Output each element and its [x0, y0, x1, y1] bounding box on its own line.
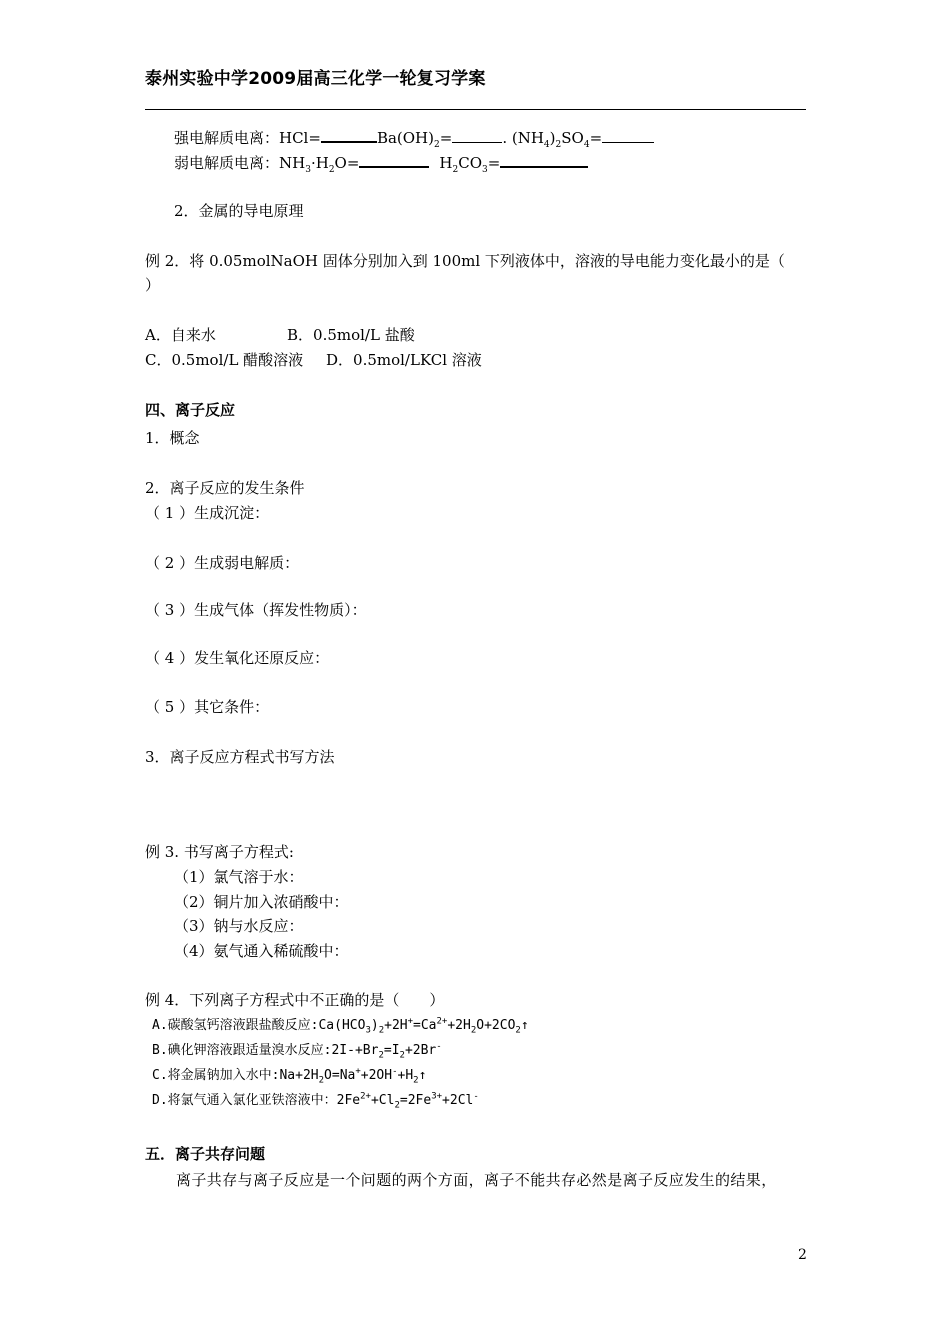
example4-option-a	[152, 1016, 529, 1036]
nh3-sub: 3	[305, 165, 311, 175]
so4-sub: 4	[583, 140, 590, 150]
example2-option-c: C．0.5mol/L 醋酸溶液	[145, 351, 304, 369]
h2co3-sub: 2	[452, 165, 459, 175]
baoh-text: Ba(OH)	[376, 129, 434, 147]
oh-charge: -	[392, 1066, 398, 1077]
example2-option-d: D．0.5mol/LKCl 溶液	[326, 351, 482, 369]
so4-eq: =	[589, 129, 603, 147]
h2o-eq: O=	[334, 154, 360, 172]
gas-arrow-icon: ↑	[418, 1068, 427, 1083]
o-eq-na: O=Na	[324, 1068, 356, 1083]
fe2-charge: 2+	[360, 1091, 371, 1102]
h2o-sub: 2	[318, 1075, 325, 1086]
nh4-sub: 4	[543, 140, 550, 150]
fe3-charge: 3+	[431, 1091, 443, 1102]
plus-2br: +2Br	[404, 1043, 437, 1058]
example2-option-a: A．自来水	[145, 326, 216, 344]
baoh-eq: =	[439, 129, 453, 147]
co3-text: CO	[458, 154, 483, 172]
page-header-title: 泰州实验中学2009届高三化学一轮复习学案	[145, 69, 486, 89]
so4-text: SO	[561, 129, 584, 147]
section4-item2: 2．离子反应的发生条件	[145, 479, 305, 497]
metal-conduction-heading: 2．金属的导电原理	[174, 202, 304, 220]
baoh-sub: 2	[434, 140, 440, 150]
example2-question-close: ）	[145, 276, 161, 294]
section5-title: 五．离子共存问题	[145, 1145, 266, 1163]
option-d-text: D.将氯气通入氯化亚铁溶液中：2Fe	[152, 1093, 361, 1108]
weak-label: 弱电解质电离：NH	[174, 154, 306, 172]
h-charge: +	[407, 1016, 414, 1027]
header-divider	[145, 109, 806, 110]
nh4-count-sub: 2	[555, 140, 562, 150]
answer-blank[interactable]	[500, 152, 588, 168]
option-c-text: C.将金属钠加入水中:Na+2H	[152, 1068, 319, 1083]
plus-h: +H	[397, 1068, 414, 1083]
co3-eq: =	[487, 154, 501, 172]
nh4-open: . (NH	[502, 129, 544, 147]
example4-title: 例 4．下列离子方程式中不正确的是（ ）	[145, 991, 445, 1009]
section4-title: 四、离子反应	[145, 401, 236, 419]
option-b-text: B.碘化钾溶液跟适量溴水反应:2I	[152, 1043, 348, 1058]
weak-electrolyte-line	[174, 152, 588, 173]
section5-paragraph: 离子共存与离子反应是一个问题的两个方面，离子不能共存必然是离子反应发生的结果，	[176, 1171, 777, 1189]
eq-ca: =Ca	[413, 1018, 437, 1033]
h2o-sub: 2	[328, 165, 335, 175]
hco3-sub: 3	[365, 1025, 371, 1036]
section4-item3: 3．离子反应方程式书写方法	[145, 748, 335, 766]
o-plus-co2: O+2CO	[476, 1018, 516, 1033]
condition-3: （ 3 ）生成气体（挥发性物质）：	[145, 601, 367, 619]
na-charge: +	[355, 1066, 361, 1077]
answer-blank[interactable]	[452, 128, 502, 143]
condition-1: （ 1 ）生成沉淀：	[145, 504, 270, 522]
eq-2fe: =2Fe	[399, 1093, 432, 1108]
example3-q2: （2）铜片加入浓硝酸中：	[174, 893, 349, 911]
section4-item1: 1．概念	[145, 429, 200, 447]
example3-q3: （3）钠与水反应：	[174, 917, 304, 935]
cl2-sub: 2	[394, 1100, 400, 1111]
answer-blank[interactable]	[602, 128, 654, 143]
answer-blank[interactable]	[321, 127, 377, 143]
example4-option-c	[152, 1066, 426, 1086]
example3-title: 例 3. 书写离子方程式:	[145, 843, 294, 861]
plus-2h: +2H	[384, 1018, 408, 1033]
condition-2: （ 2 ）生成弱电解质：	[145, 554, 300, 572]
plus-2h2o: +2H	[447, 1018, 471, 1033]
h2co3-h: H	[439, 154, 453, 172]
h2o-sub: 2	[470, 1025, 477, 1036]
condition-5: （ 5 ）其它条件：	[145, 698, 270, 716]
page-number: 2	[798, 1247, 807, 1263]
br2-sub: 2	[378, 1050, 384, 1061]
paren-sub: 2	[378, 1025, 385, 1036]
example2-question: 例 2．将 0.05molNaOH 固体分别加入到 100ml 下列液体中，溶液的导电能力变化最小的是（	[145, 252, 785, 270]
nh4-close: )	[549, 129, 556, 147]
example2-option-b: B．0.5mol/L 盐酸	[287, 326, 415, 344]
strong-electrolyte-line	[174, 127, 654, 148]
co2-sub: 2	[515, 1025, 521, 1036]
i2-sub: 2	[399, 1050, 405, 1061]
co3-sub: 3	[482, 165, 488, 175]
answer-blank[interactable]	[359, 152, 429, 168]
cl-charge: -	[473, 1091, 479, 1102]
gas-arrow-icon: ↑	[520, 1018, 529, 1033]
br-charge: -	[436, 1041, 442, 1052]
example4-option-d	[152, 1091, 479, 1111]
example4-option-b	[152, 1041, 442, 1061]
condition-4: （ 4 ）发生氧化还原反应：	[145, 649, 330, 667]
eq-i: =I	[383, 1043, 400, 1058]
example3-q4: （4）氨气通入稀硫酸中：	[174, 942, 349, 960]
h2o-text: ·H	[310, 154, 329, 172]
plus-2cl: +2Cl	[442, 1093, 474, 1108]
plus-cl: +Cl	[370, 1093, 395, 1108]
i-minus: -	[347, 1043, 355, 1058]
paren-close: )	[370, 1018, 379, 1033]
plus-2oh: +2OH	[360, 1068, 393, 1083]
ca-charge: 2+	[436, 1016, 448, 1027]
h2-sub: 2	[413, 1075, 419, 1086]
plus-br: +Br	[354, 1043, 379, 1058]
example3-q1: （1）氯气溶于水：	[174, 868, 304, 886]
option-a-text: A.碳酸氢钙溶液跟盐酸反应:Ca(HCO	[152, 1018, 366, 1033]
strong-label: 强电解质电离：HCl=	[174, 129, 321, 147]
